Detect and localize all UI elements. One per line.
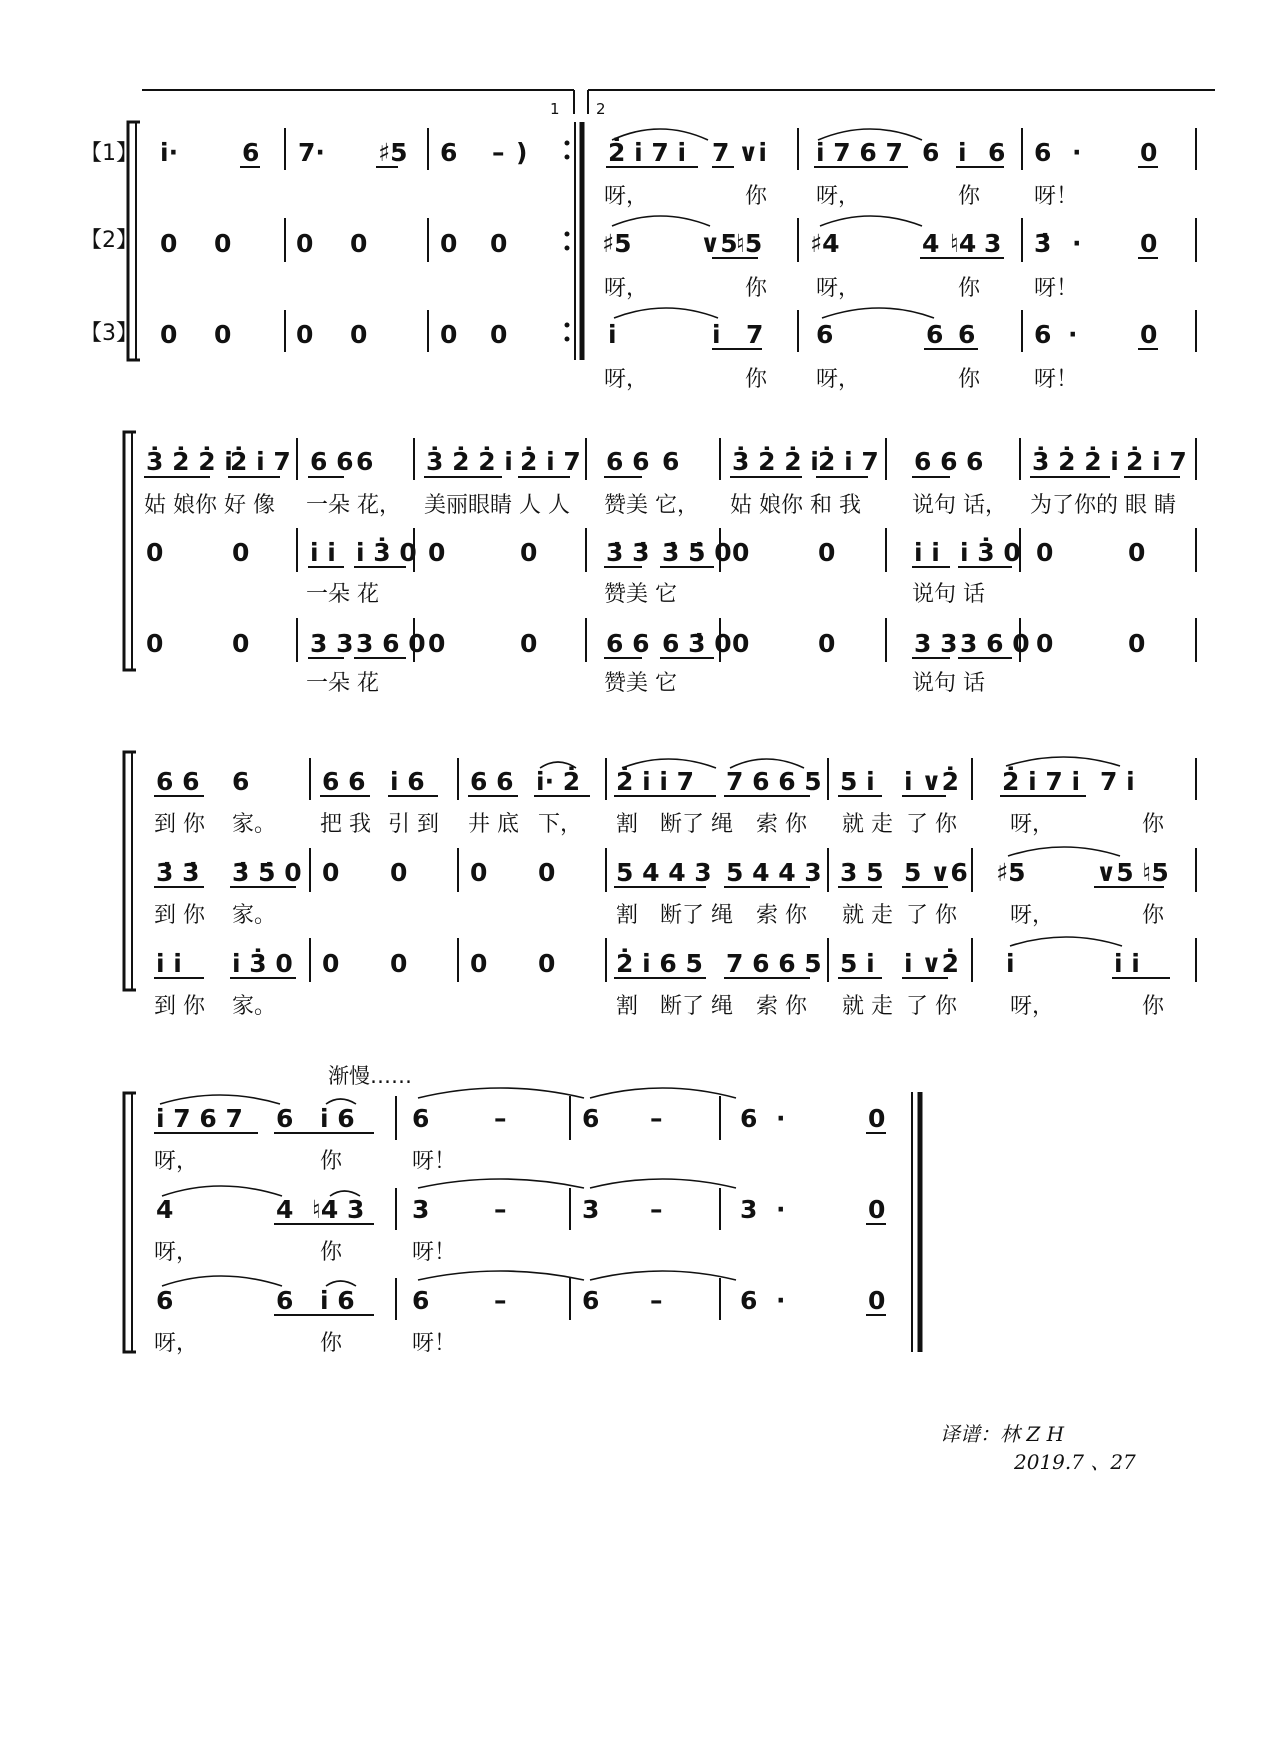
note: 6 xyxy=(958,320,976,349)
lyric: 美丽眼睛 人 人 xyxy=(424,493,570,518)
lyric: 家。 xyxy=(232,903,277,928)
slur xyxy=(1008,847,1120,856)
lyric: 割 xyxy=(616,903,639,928)
lyric: 你 xyxy=(745,276,768,301)
note: · xyxy=(776,1195,786,1224)
lyric: 呀， xyxy=(1010,903,1055,928)
note: 6 xyxy=(440,138,458,167)
lyric: 呀， xyxy=(604,367,649,392)
lyric: 就 走 xyxy=(842,994,893,1019)
note: 6 xyxy=(232,767,250,796)
lyric: 你 xyxy=(1142,903,1165,928)
note-group: 3̇ 2̇ 2̇ i̇ xyxy=(1032,447,1119,476)
note-group: i̇ 3̇ 0 xyxy=(356,538,417,567)
credit-block xyxy=(940,1422,1136,1474)
note: 0 xyxy=(160,320,178,349)
note-group: 2̇ i̇ 7 i̇ xyxy=(1002,767,1081,796)
lyric: 断了 绳 xyxy=(660,903,733,928)
lyric: 井 底 xyxy=(468,812,519,837)
lyric: 把 我 xyxy=(320,812,371,837)
note: ♮4 xyxy=(950,229,977,258)
note-group: 3̇ 5̇ 0 xyxy=(662,538,732,567)
note: 3 xyxy=(984,229,1002,258)
repeat-dot xyxy=(565,155,570,160)
note: 0 xyxy=(1128,538,1146,567)
note-group: 6 6 xyxy=(606,629,650,658)
lyric: 呀！ xyxy=(1034,276,1079,301)
note: 0 xyxy=(232,538,250,567)
repeat-dot xyxy=(565,232,570,237)
system-bracket xyxy=(124,432,136,670)
note: – xyxy=(494,1104,507,1133)
lyric: 赞美 它 xyxy=(604,671,677,696)
note: 0 xyxy=(322,949,340,978)
volta-2-label: 2 xyxy=(596,100,606,118)
note: 0 xyxy=(296,320,314,349)
note: 6 xyxy=(816,320,834,349)
lyric: 呀！ xyxy=(412,1331,457,1356)
lyric: 姑 娘你 好 像 xyxy=(144,493,275,518)
note: 0 xyxy=(390,858,408,887)
note-group: i̇ i̇ xyxy=(1114,949,1140,978)
lyric: 呀， xyxy=(604,184,649,209)
lyric: 到 你 xyxy=(154,994,205,1019)
lyric: 说句 话 xyxy=(912,671,985,696)
system-3 xyxy=(124,752,1196,1019)
note: 3 xyxy=(412,1195,430,1224)
note: i̇· xyxy=(160,138,179,167)
note: 3 xyxy=(582,1195,600,1224)
note: 0 xyxy=(538,858,556,887)
lyric: 割 xyxy=(616,994,639,1019)
note-group: i̇ 3̇ 0 xyxy=(232,949,293,978)
slur xyxy=(614,308,718,318)
volta-1-label: 1 xyxy=(550,100,560,118)
note-group: i̇ 6 xyxy=(320,1104,355,1133)
note: 6 xyxy=(242,138,260,167)
note: ♯5 xyxy=(996,858,1026,887)
part-3-row xyxy=(154,1271,886,1356)
note-group: 3̇ 2̇ 2̇ i̇ xyxy=(426,447,513,476)
part-2-row xyxy=(154,1179,886,1265)
note-group: 3̇ 2̇ 2̇ i̇ xyxy=(146,447,233,476)
note: 0 xyxy=(232,629,250,658)
lyric: 你 xyxy=(958,276,981,301)
arrangement-date: 2019.7 、27 xyxy=(1014,1450,1136,1474)
note: 0 xyxy=(428,538,446,567)
lyric: 你 xyxy=(958,184,981,209)
note: 6 xyxy=(276,1286,294,1315)
note-group: 6 6 xyxy=(606,447,650,476)
note: 0 xyxy=(1140,138,1158,167)
note: 4 xyxy=(156,1195,174,1224)
note: 0 xyxy=(732,629,750,658)
note: 0 xyxy=(440,320,458,349)
note: · xyxy=(776,1104,786,1133)
note: 0 xyxy=(818,538,836,567)
note-group: 2̇ i̇ 7 xyxy=(520,447,581,476)
note: ∨5 xyxy=(700,229,738,258)
arranger-credit: 译谱：林 Z H xyxy=(940,1422,1065,1446)
note: 0 xyxy=(1036,629,1054,658)
note: ♯5 xyxy=(378,138,408,167)
part-label-3: 【3】 xyxy=(80,321,138,346)
part-2-row xyxy=(146,528,1196,607)
note: 0 xyxy=(470,858,488,887)
slur xyxy=(160,1095,280,1104)
lyric: 你 xyxy=(320,1331,343,1356)
note: 0 xyxy=(350,320,368,349)
slur xyxy=(418,1088,584,1098)
lyric: 引 到 xyxy=(388,812,439,837)
note: 0 xyxy=(296,229,314,258)
lyric: 为了你的 眼 睛 xyxy=(1030,493,1176,518)
note: 0 xyxy=(490,320,508,349)
part-1-row xyxy=(154,757,1196,837)
part-2-row xyxy=(154,847,1196,928)
note: 6 xyxy=(740,1104,758,1133)
note: 6 xyxy=(1034,138,1052,167)
lyric: 呀， xyxy=(604,276,649,301)
slur xyxy=(418,1271,584,1280)
note: · xyxy=(1072,229,1082,258)
note: ♯4 xyxy=(810,229,840,258)
note-group: 3̇ 3̇ xyxy=(606,538,650,567)
part-label-1: 【1】 xyxy=(80,141,138,166)
note: – xyxy=(492,138,505,167)
note: – xyxy=(650,1286,663,1315)
slur xyxy=(162,1276,282,1286)
note: 0 xyxy=(214,229,232,258)
lyric: 家。 xyxy=(232,812,277,837)
lyric: 就 走 xyxy=(842,903,893,928)
lyric: 你 xyxy=(745,367,768,392)
note-group: 6 6 xyxy=(914,447,958,476)
note-group: 3 3 xyxy=(310,629,354,658)
lyric: 呀， xyxy=(154,1149,199,1174)
system-2 xyxy=(124,432,1196,696)
lyric: 你 xyxy=(958,367,981,392)
note: 0 xyxy=(1128,629,1146,658)
lyric: 割 xyxy=(616,812,639,837)
repeat-dot xyxy=(565,246,570,251)
note: 0 xyxy=(1140,320,1158,349)
tempo-mark: 渐慢…… xyxy=(328,1064,412,1088)
note: 0 xyxy=(350,229,368,258)
note: 0 xyxy=(470,949,488,978)
note-group: i̇ 6 xyxy=(390,767,425,796)
note: 0 xyxy=(1036,538,1054,567)
note-group: 3 6 0 xyxy=(356,629,426,658)
slur xyxy=(1010,937,1122,946)
note-group: 7 ∨i̇ xyxy=(712,138,767,167)
note-group: 3 6 0 xyxy=(960,629,1030,658)
note: 0 xyxy=(520,538,538,567)
lyric: 一朵 花 xyxy=(306,671,379,696)
lyric: 呀！ xyxy=(412,1240,457,1265)
note-group: i̇ 7 6 7 xyxy=(156,1104,243,1133)
note: 0 xyxy=(428,629,446,658)
note-group: 6 6 xyxy=(156,767,200,796)
lyric: 呀！ xyxy=(412,1149,457,1174)
part-label-2: 【2】 xyxy=(80,228,138,253)
lyric: 了 你 xyxy=(906,994,957,1019)
system-1 xyxy=(80,90,1215,392)
note-group: 3̇ 2̇ 2̇ i̇ xyxy=(732,447,819,476)
lyric: 呀， xyxy=(154,1331,199,1356)
slur xyxy=(590,1271,736,1280)
slur xyxy=(820,216,922,226)
note: 4 xyxy=(276,1195,294,1224)
lyric: 索 你 xyxy=(756,903,807,928)
lyric: 到 你 xyxy=(154,903,205,928)
note: 6 xyxy=(412,1286,430,1315)
lyric: 了 你 xyxy=(906,812,957,837)
note: 7· xyxy=(298,138,325,167)
note: 6 xyxy=(582,1104,600,1133)
note-group: 5 4 4 3 xyxy=(726,858,822,887)
lyric: 一朵 花 xyxy=(306,582,379,607)
note: 6 xyxy=(356,447,374,476)
lyric: 呀！ xyxy=(1034,367,1079,392)
note-group: i̇ ∨2̇ xyxy=(904,949,959,978)
lyric: 一朵 花， xyxy=(306,493,401,518)
note: 6 xyxy=(1034,320,1052,349)
lyric: 呀！ xyxy=(1034,184,1079,209)
note: 0 xyxy=(440,229,458,258)
note: 6 xyxy=(276,1104,294,1133)
repeat-dot xyxy=(565,323,570,328)
note-group: i̇ 6 xyxy=(320,1286,355,1315)
lyric: 家。 xyxy=(232,994,277,1019)
note-group: 5 ∨6 xyxy=(904,858,968,887)
note: ♮5 xyxy=(736,229,763,258)
part-3-row xyxy=(160,308,1196,392)
note: 0 xyxy=(322,858,340,887)
lyric: 你 xyxy=(320,1240,343,1265)
note-group: 3 3 xyxy=(914,629,958,658)
note-group: 2̇ i̇ 7 i̇ xyxy=(608,138,687,167)
lyric: 呀， xyxy=(816,367,861,392)
note: · xyxy=(1068,320,1078,349)
note: 0 xyxy=(146,629,164,658)
note: – xyxy=(650,1195,663,1224)
lyric: 索 你 xyxy=(756,812,807,837)
note: 6 xyxy=(412,1104,430,1133)
system-bracket xyxy=(124,1093,136,1352)
note: 0 xyxy=(868,1195,886,1224)
slur xyxy=(418,1179,584,1188)
note: 6 xyxy=(966,447,984,476)
lyric: 呀， xyxy=(1010,994,1055,1019)
lyric: 就 走 xyxy=(842,812,893,837)
note: 0 xyxy=(868,1104,886,1133)
note: 0 xyxy=(1140,229,1158,258)
note-group: 5 i̇ xyxy=(840,767,875,796)
note: · xyxy=(776,1286,786,1315)
lyric: 你 xyxy=(745,184,768,209)
lyric: 呀， xyxy=(816,276,861,301)
note: i̇ xyxy=(1006,949,1015,978)
note: 0 xyxy=(146,538,164,567)
note: i̇ xyxy=(608,320,617,349)
note-group: 6 6 xyxy=(322,767,366,796)
note-group: 5 4 4 3 xyxy=(616,858,712,887)
part-3-row xyxy=(154,937,1196,1019)
note: 0 xyxy=(160,229,178,258)
note-group: 3̇ 5̇ 0 xyxy=(232,858,302,887)
note-group: ♮4 3 xyxy=(312,1195,365,1224)
note-group: 7 6 6 5 xyxy=(726,949,822,978)
note-group: 6 6 xyxy=(310,447,354,476)
note: 6 xyxy=(662,447,680,476)
part-1-row xyxy=(154,1088,920,1352)
note: 6 xyxy=(922,138,940,167)
lyric: 到 你 xyxy=(154,812,205,837)
slur xyxy=(590,1179,736,1188)
note-group: 2̇ i̇ 7 xyxy=(818,447,879,476)
note: 6 xyxy=(582,1286,600,1315)
system-bracket xyxy=(124,752,136,990)
note-group: i̇ i̇ xyxy=(310,538,336,567)
note: ) xyxy=(516,138,528,167)
note: – xyxy=(650,1104,663,1133)
lyric: 你 xyxy=(1142,812,1165,837)
note: 6 xyxy=(156,1286,174,1315)
note: 4 xyxy=(922,229,940,258)
slur xyxy=(822,308,934,318)
note: 3̇ xyxy=(1034,229,1052,258)
lyric: 姑 娘你 和 我 xyxy=(730,493,861,518)
note: – xyxy=(494,1286,507,1315)
note: 0 xyxy=(732,538,750,567)
note: i̇ xyxy=(712,320,721,349)
repeat-dot xyxy=(565,337,570,342)
note-group: i̇· 2̇ xyxy=(536,767,581,796)
note-group: 3 5 xyxy=(840,858,884,887)
note-group: 3̇ 3̇ xyxy=(156,858,200,887)
lyric: 呀， xyxy=(154,1240,199,1265)
note-group: i̇ 7 6 7 xyxy=(816,138,903,167)
note-group: 7 i̇ xyxy=(1100,767,1135,796)
note-group: 6 6 xyxy=(470,767,514,796)
lyric: 呀， xyxy=(1010,812,1055,837)
lyric: 呀， xyxy=(816,184,861,209)
lyric: 索 你 xyxy=(756,994,807,1019)
part-1-row xyxy=(144,438,1196,518)
note: – xyxy=(494,1195,507,1224)
note: 0 xyxy=(490,229,508,258)
note: 3 xyxy=(740,1195,758,1224)
lyric: 你 xyxy=(320,1149,343,1174)
repeat-dot xyxy=(565,141,570,146)
slur xyxy=(162,1186,282,1196)
note: 6 xyxy=(988,138,1006,167)
note-group: i̇ ∨2̇ xyxy=(904,767,959,796)
slur xyxy=(1006,757,1120,766)
note: ♯5 xyxy=(602,229,632,258)
note-group: ∨5 ♮5 xyxy=(1096,858,1169,887)
lyric: 赞美 它， xyxy=(604,493,699,518)
note-group: 7 6 6 5 xyxy=(726,767,822,796)
note: 0 xyxy=(868,1286,886,1315)
lyric: 说句 话 xyxy=(912,582,985,607)
lyric: 你 xyxy=(1142,994,1165,1019)
note: i̇ xyxy=(958,138,967,167)
note: 6 xyxy=(926,320,944,349)
note-group: 6 3̇ 0 xyxy=(662,629,732,658)
note-group: 2̇ i̇ 6 5 xyxy=(616,949,703,978)
lyric: 说句 话， xyxy=(912,493,1007,518)
note-group: i̇ i̇ xyxy=(156,949,182,978)
note: 0 xyxy=(818,629,836,658)
note: 0 xyxy=(538,949,556,978)
note-group: i̇ 3̇ 0 xyxy=(960,538,1021,567)
note-group: 5 i̇ xyxy=(840,949,875,978)
slur xyxy=(612,216,710,226)
part-3-row xyxy=(146,618,1196,696)
slur xyxy=(590,1088,736,1098)
note: 0 xyxy=(214,320,232,349)
lyric: 了 你 xyxy=(906,903,957,928)
part-2-row xyxy=(160,216,1196,301)
note: 0 xyxy=(390,949,408,978)
note: · xyxy=(1072,138,1082,167)
note: 7 xyxy=(746,320,764,349)
note-group: 2̇ i̇ i̇ 7 xyxy=(616,767,695,796)
lyric: 下， xyxy=(538,812,583,837)
lyric: 断了 绳 xyxy=(660,812,733,837)
note-group: 2̇ i̇ 7 xyxy=(1126,447,1187,476)
note: 0 xyxy=(520,629,538,658)
note-group: i̇ i̇ xyxy=(914,538,940,567)
note-group: 2̇ i̇ 7 xyxy=(230,447,291,476)
system-4 xyxy=(124,1064,920,1356)
lyric: 断了 绳 xyxy=(660,994,733,1019)
lyric: 赞美 它 xyxy=(604,582,677,607)
note: 6 xyxy=(740,1286,758,1315)
